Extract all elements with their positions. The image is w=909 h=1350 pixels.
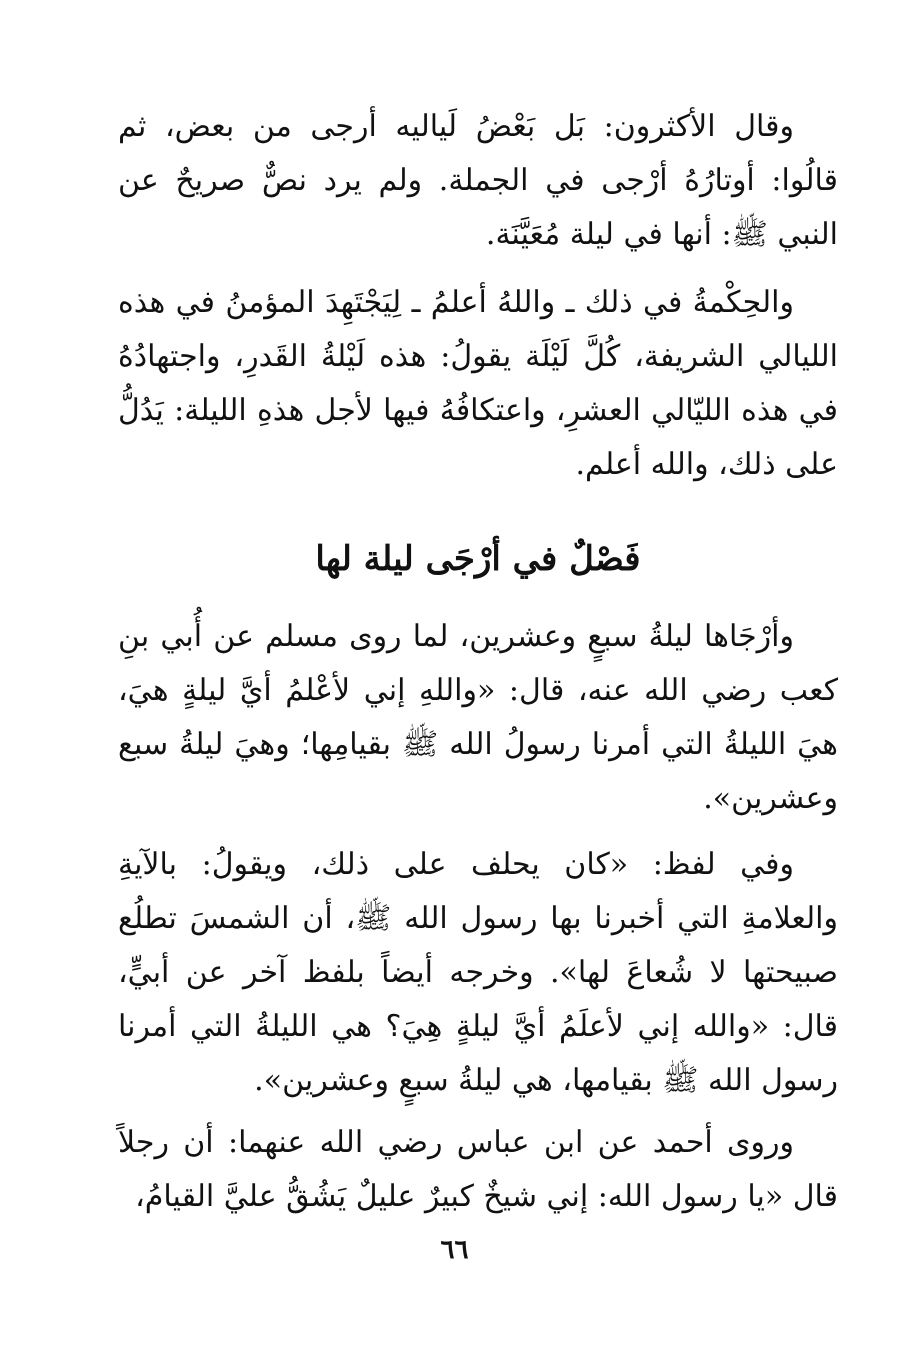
- section-heading: فَصْلٌ في أرْجَى ليلة لها: [315, 539, 641, 579]
- paragraph-5-text: وروى أحمد عن ابن عباس رضي الله عنهما: أن رجلاً قال «يا رسول الله: إني شيخٌ كبيرٌ عليلٌ يَشُقُّ عليَّ القيامُ،: [118, 1125, 838, 1214]
- paragraph-3-text: وأرْجَاها ليلةُ سبعٍ وعشرين، لما روى مسلم عن أُبي بنِ كعب رضي الله عنه، قال: «واللهِ إني لأعْلمُ أيَّ ليلةٍ هيَ، هيَ الليلةُ التي أمرنا رسولُ الله ﷺ بقيامِها؛ وهيَ ليلةُ سبع وعشرين».: [118, 619, 838, 816]
- paragraph-5: [118, 1116, 838, 1224]
- paragraph-1-text: وقال الأكثرون: بَل بَعْضُ لَياليه أرجى من بعض، ثم قالُوا: أوتارُهُ أرْجى في الجملة. ولم يرد نصٌّ صريحٌ عن النبي ﷺ: أنها في ليلة مُعَيَّنَة.: [118, 109, 838, 252]
- page-number: ٦٦: [440, 1235, 469, 1265]
- paragraph-3: [118, 610, 838, 826]
- paragraph-4-text: وفي لفظ: «كان يحلف على ذلك، ويقولُ: بالآيةِ والعلامةِ التي أخبرنا بها رسول الله ﷺ، أن الشمسَ تطلُع صبيحتها لا شُعاعَ لها». وخرجه أيضاً بلفظ آخر عن أبيٍّ، قال: «والله إني لأعلَمُ أيَّ ليلةٍ هِيَ؟ هي الليلةُ التي أمرنا رسول الله ﷺ بقيامها، هي ليلةُ سبعٍ وعشرين».: [118, 847, 838, 1098]
- paragraph-2-text: والحِكْمةُ في ذلك ـ واللهُ أعلمُ ـ لِيَجْتَهِدَ المؤمنُ في هذه الليالي الشريفة، كُلَّ لَيْلَة يقولُ: هذه لَيْلةُ القَدرِ، واجتهادُهُ في هذه الليّالي العشرِ، واعتكافُهُ فيها لأجل هذهِ الليلة: يَدُلُّ على ذلك، والله أعلم.: [118, 285, 838, 482]
- paragraph-4: [118, 838, 838, 1108]
- paragraph-2: [118, 276, 838, 492]
- paragraph-1: [118, 100, 838, 262]
